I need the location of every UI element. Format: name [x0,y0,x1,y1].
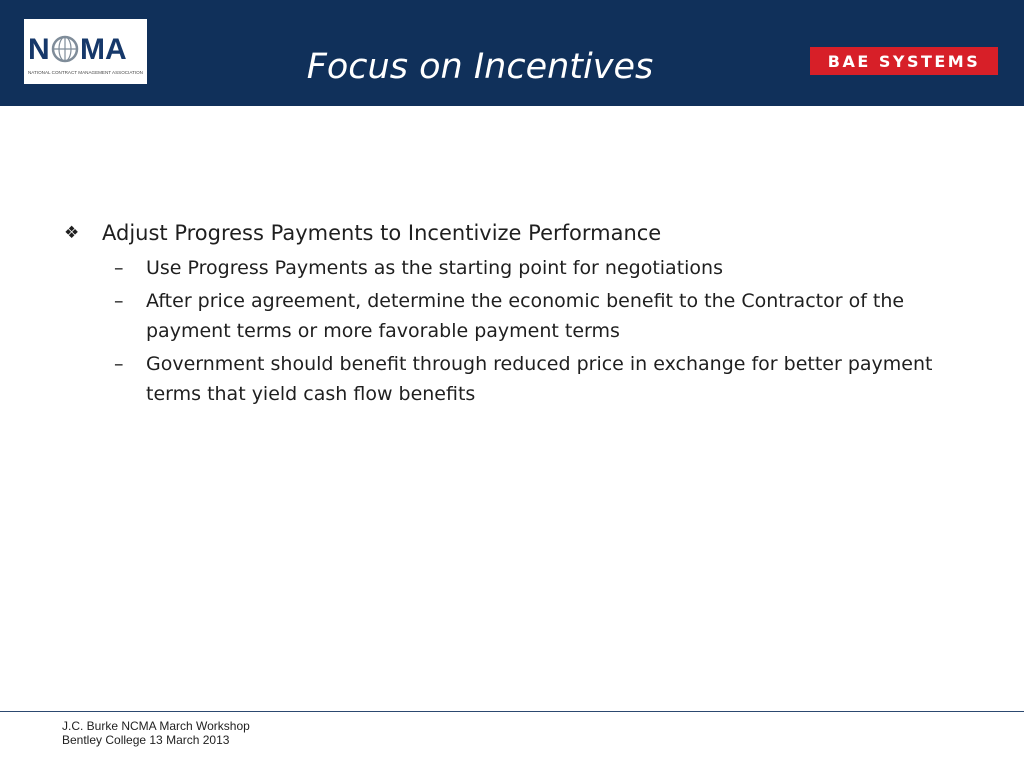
sub-bullet-text: Government should benefit through reduced price in exchange for better payment terms that yield cash flow benefits [146,353,933,405]
footer-line-1: J.C. Burke NCMA March Workshop [62,719,250,733]
sub-bullet-text: After price agreement, determine the economic benefit to the Contractor of the payment terms or more favorable payment terms [146,290,905,342]
dash-bullet-icon: – [114,353,124,375]
slide-body [60,216,960,409]
bullet-item [60,216,960,250]
bae-systems-logo [810,47,998,75]
bae-systems-wordmark [810,47,998,75]
footer-line-2: Bentley College 13 March 2013 [62,733,230,747]
footer-divider [0,711,1024,712]
ncma-logo-graphic [24,19,147,84]
diamond-bullet-icon: ❖ [64,223,80,243]
bullet-text: Adjust Progress Payments to Incentivize Performance [102,221,662,245]
sub-bullet-item [60,349,946,409]
slide-title: Focus on Incentives [306,47,654,87]
svg-text:NATIONAL CONTRACT MANAGEMENT A: NATIONAL CONTRACT MANAGEMENT ASSOCIATION [28,70,143,75]
svg-text:BAE SYSTEMS: BAE SYSTEMS [827,52,981,71]
header-bar [0,0,1024,106]
svg-text:N: N [28,33,50,66]
svg-text:MA: MA [80,33,127,66]
sub-bullet-item [60,286,946,346]
sub-bullet-text: Use Progress Payments as the starting point for negotiations [146,257,723,279]
dash-bullet-icon: – [114,290,124,312]
sub-bullet-list [60,253,960,409]
footer [62,719,250,747]
ncma-logo [24,19,147,84]
sub-bullet-item [60,253,946,283]
dash-bullet-icon: – [114,257,124,279]
